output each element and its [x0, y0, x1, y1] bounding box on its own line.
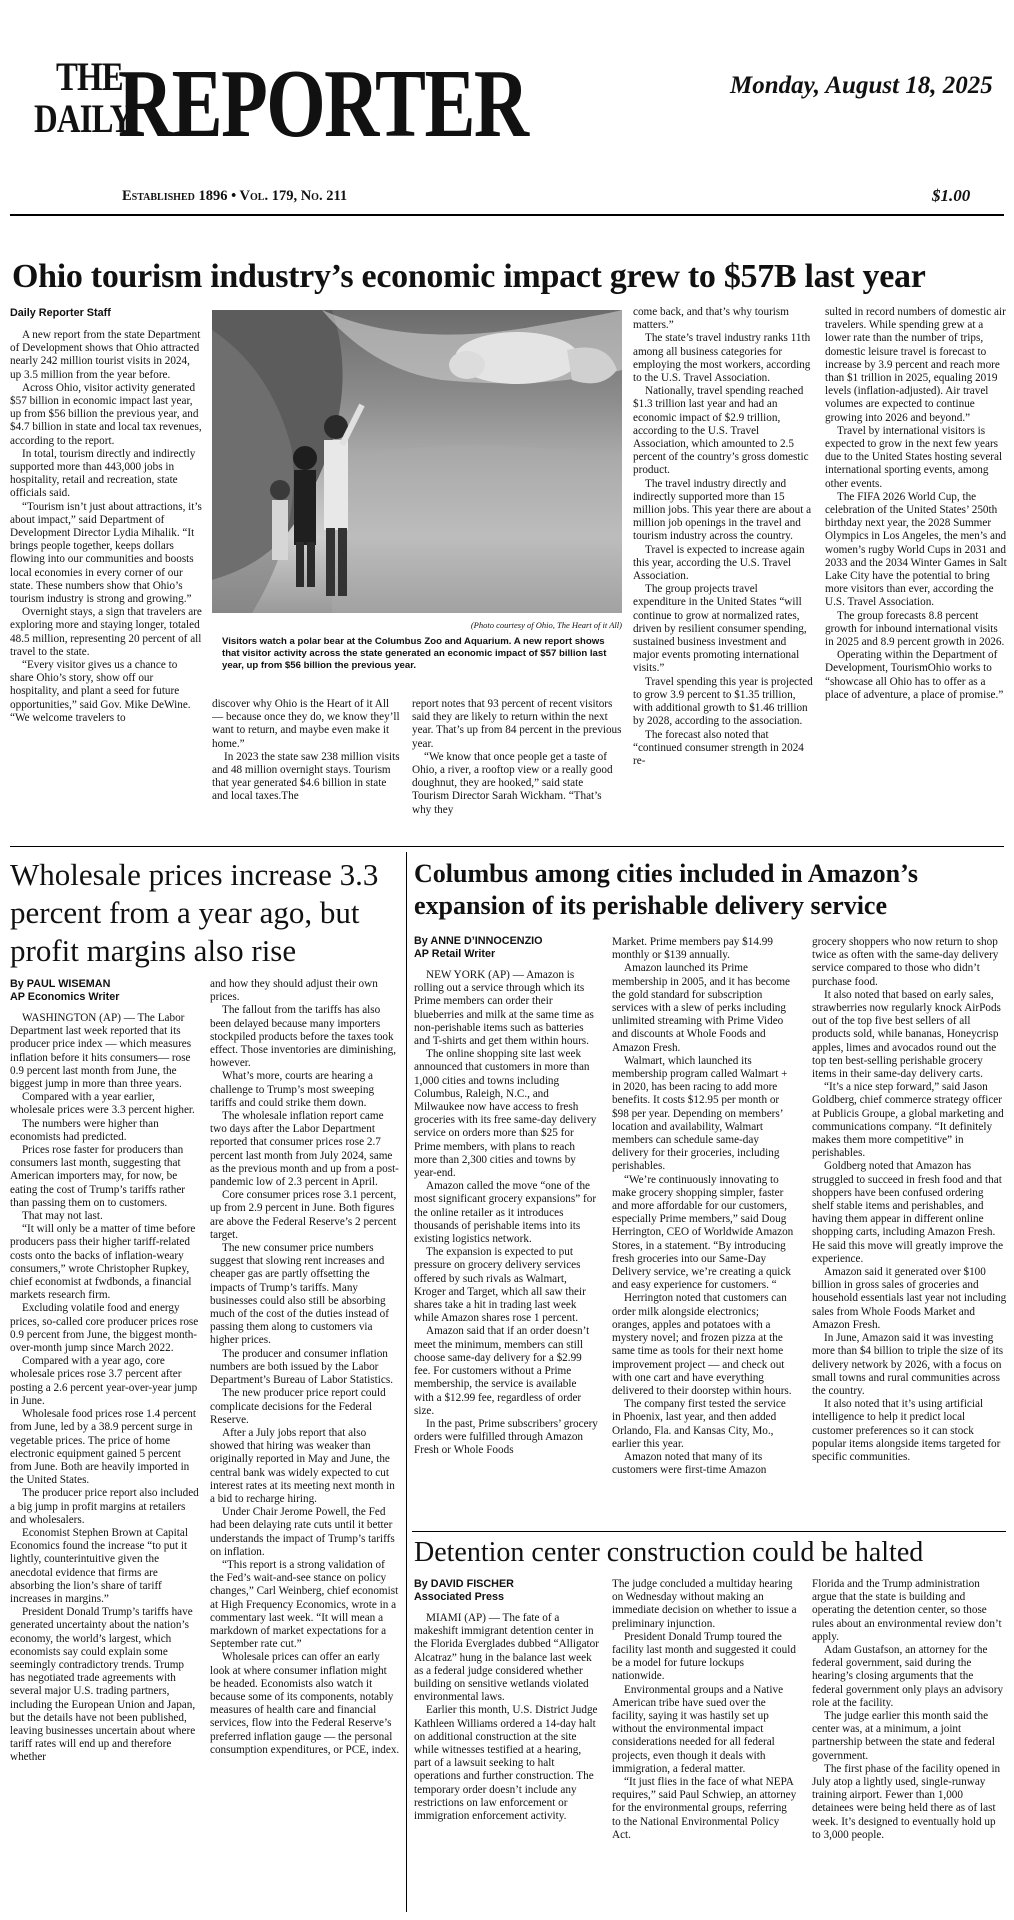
paragraph: The group projects travel expenditure in the United States “will continue to grow at normalized rates, driven by resilient consumer spending, sustained business investment and major events promoting international visits.” — [633, 583, 807, 675]
paragraph: Under Chair Jerome Powell, the Fed had been delaying rate cuts until it better understands the impact of Trump’s tariffs on inflation. — [210, 1506, 395, 1558]
section-rule — [10, 846, 1004, 847]
paragraph: WASHINGTON (AP) — The Labor Department last week reported that its producer price index — which measures inflation before it hits consumers— rose 0.9 percent last month from June, the biggest jump in more than three years. — [10, 1012, 192, 1091]
wholesale-col-1 — [10, 978, 200, 1912]
paragraph: After a July jobs report that also showed that hiring was weaker than originally reported in May and June, the central bank was widely expected to cut interest rates at its meeting next month in a bid to recharge hiring. — [210, 1426, 395, 1505]
paragraph: The producer price report also included a big jump in profit margins at retailers and wholesalers. — [10, 1487, 199, 1526]
paragraph: Nationally, travel spending reached $1.3 trillion last year and had an economic impact of $2.9 trillion, according to the U.S. Travel Association, which amounted to 2.5 percent of the country’s gross domestic product. — [633, 385, 809, 477]
paragraph: The judge earlier this month said the center was, at a minimum, a joint partnership between the state and federal government. — [812, 1710, 995, 1762]
paragraph: discover why Ohio is the Heart of it All — because once they do, we know they’ll want to return, and maybe even make it home.” — [212, 698, 400, 750]
paragraph: The new consumer price numbers suggest that slowing rent increases and cheaper gas are partly offsetting the impacts of Trump’s tariffs. Many businesses could also still be absorbing much of the cost of the duties instead of passing them along to customers via higher prices. — [210, 1242, 389, 1347]
paragraph: It also noted that it’s using artificial intelligence to help it predict local customer preferences so it can stock popular items alongside items targeted for specific communities. — [812, 1398, 1001, 1463]
paragraph: In total, tourism directly and indirectly supported more than 443,000 jobs in hospitality, retail and recreation, state officials said. — [10, 447, 196, 500]
paragraph: NEW YORK (AP) — Amazon is rolling out a service through which its Prime members can order their blueberries and milk at the same time as non-perishable items such as batteries and T-shirts and get them within hours. — [414, 969, 594, 1048]
detention-byline-title: Associated Press — [414, 1591, 505, 1603]
paragraph: Wholesale food prices rose 1.4 percent from June, led by a 38.9 percent surge in vegetable prices. The price of home electronic equipment gained 5 percent from June. Both are heavily imported in the United States. — [10, 1408, 196, 1487]
paragraph: The judge concluded a multiday hearing on Wednesday without making an immediate decision on whether to issue a preliminary injunction. — [612, 1578, 797, 1630]
paragraph: Overnight stays, a sign that travelers are exploring more and staying longer, totaled 48.5 million, representing 20 percent of all travel to the state. — [10, 606, 202, 658]
paragraph: The travel industry directly and indirectly supported more than 15 million jobs. This year there are about a million job openings in the travel and tourism industry across the country. — [633, 477, 812, 543]
paragraph: Economist Stephen Brown at Capital Economics found the increase “to put it lightly, counterintuitive given the anecdotal evidence that firms are absorbing the lion’s share of tariff increases in margins.” — [10, 1526, 188, 1605]
paragraph: Amazon launched its Prime membership in 2005, and it has become the gold standard for subscription services with a slew of perks including unlimited streaming with Prime Video and discounts at Whole Foods and Amazon Fresh. — [612, 962, 791, 1054]
detention-col-3 — [812, 1578, 1007, 1912]
amazon-headline: Columbus among cities included in Amazon’s expansion of its perishable delivery service — [414, 859, 918, 920]
wholesale-byline: By PAUL WISEMAN — [10, 978, 111, 990]
amazon-col-3 — [812, 936, 1007, 1525]
detention-col-2 — [612, 1578, 797, 1912]
paragraph: Market. Prime members pay $14.99 monthly or $139 annually. — [612, 936, 773, 962]
column-rule — [406, 852, 407, 1912]
lead-col-2 — [212, 698, 402, 828]
paragraph: Earlier this month, U.S. District Judge Kathleen Williams ordered a 14-day halt on additional construction at the site while witnesses testified at a hearing, part of a lawsuit seeking to halt operations and further construction. The temporary order doesn’t include any restrictions on law enforcement or immigration enforcement activity. — [414, 1704, 598, 1823]
paragraph: “We know that once people get a taste of Ohio, a river, a rooftop view or a really good doughnut, they are hooked,” said state Tourism Director Sarah Wickham. “That’s why they — [412, 750, 613, 816]
amazon-col-2 — [612, 936, 797, 1525]
lead-byline: Daily Reporter Staff — [10, 307, 111, 319]
paragraph: Walmart, which launched its membership program called Walmart + in 2020, has been racing to add more benefits. It costs $12.95 per month or $98 per year. Depending on members’ location and availability, Walmart members can schedule same-day delivery for their groceries, including perishables. — [612, 1054, 788, 1173]
paragraph: The producer and consumer inflation numbers are both issued by the Labor Department’s Bureau of Labor Statistics. — [210, 1347, 393, 1387]
amazon-byline-title: AP Retail Writer — [414, 948, 496, 960]
paragraph: Amazon said that if an order doesn’t meet the minimum, members can still choose same-day delivery for a $2.99 fee. For customers without a Prime membership, the service is available with a $12.99 fee, regardless of order size. — [414, 1325, 590, 1417]
paragraph: grocery shoppers who now return to shop twice as often with the same-day delivery service compared to those who didn’t purchase food. — [812, 936, 999, 988]
lead-col-3a — [412, 698, 622, 828]
paragraph: Wholesale prices can offer an early look at where consumer inflation might be headed. Economists also watch it because some of its components, notably measures of health care and financial services, flow into the Federal Reserve’s preferred inflation gauge — the personal consumption expenditures, or PCE, index. — [210, 1651, 400, 1756]
paragraph: Herrington noted that customers can order milk alongside electronics; oranges, apples and potatoes with a mystery novel; and frozen pizza at the same time as tools for their next home improvement project — and check out with one cart and have everything delivered to their doorstep within hours. — [612, 1292, 792, 1397]
paragraph: Across Ohio, visitor activity generated $57 billion in economic impact last year, up from $56 billion the previous year, and $4.7 billion in state and local tax revenues, according to the report. — [10, 381, 202, 447]
paragraph: “This report is a strong validation of the Fed’s wait-and-see stance on policy changes,” Carl Weinberg, chief economist at High Frequency Economics, wrote in a commentary last week. “It will mean a markdown of market expectations for a September rate cut.” — [210, 1558, 399, 1651]
paragraph: That may not last. — [22, 1210, 103, 1223]
paragraph: “It will only be a matter of time before producers pass their higher tariff-related costs onto the backs of inflation-weary consumers,” wrote Christopher Rupkey, chief economist at fwdbonds, a financial markets research firm. — [10, 1223, 196, 1302]
paragraph: The fallout from the tariffs has also been delayed because many importers stockpiled products before the taxes took effect. Those inventories are diminishing, however. — [210, 1004, 396, 1070]
paragraph: In the past, Prime subscribers’ grocery orders were fulfilled through Amazon Fresh or Whole Foods — [414, 1417, 598, 1457]
paragraph: MIAMI (AP) — The fate of a makeshift immigrant detention center in the Florida Everglades dubbed “Alligator Alcatraz” hung in the balance last week as a federal judge considered whether building on sensitive wetlands violated environmental laws. — [414, 1612, 599, 1704]
paragraph: Core consumer prices rose 3.1 percent, up from 2.9 percent in June. Both figures are above the Federal Reserve’s 2 percent target. — [210, 1189, 397, 1241]
section-rule — [412, 1531, 1006, 1532]
paragraph: Environmental groups and a Native American tribe have sued over the facility, saying it was hastily set up without the environmental impact considerations needed for all federal projects, even though it deals with immigration, a federal matter. — [612, 1683, 784, 1775]
paragraph: The company first tested the service in Phoenix, last year, and then added Orlando, Fla. and Kansas City, Mo., earlier this year. — [612, 1398, 786, 1450]
paragraph: Excluding volatile food and energy prices, so-called core producer prices rose 0.9 percent from June, the biggest month-over-month jump since March 2022. — [10, 1302, 199, 1355]
established-line: Established 1896 • Vol. 179, No. 211 — [122, 188, 348, 204]
paragraph: Amazon noted that many of its customers were first-time Amazon — [612, 1450, 767, 1477]
paragraph: Travel is expected to increase again this year, according the U.S. Travel Association. — [633, 543, 805, 583]
wholesale-byline-title: AP Economics Writer — [10, 991, 120, 1003]
lead-headline: Ohio tourism industry’s economic impact grew to $57B last year — [12, 258, 926, 295]
paragraph: Compared with a year earlier, wholesale prices were 3.3 percent higher. — [10, 1091, 195, 1117]
paragraph: come back, and that’s why tourism matters.” — [633, 306, 789, 332]
masthead-daily: DAILY — [34, 96, 133, 141]
wholesale-col-2 — [210, 978, 400, 1912]
lead-col-4 — [825, 306, 1007, 828]
paragraph: sulted in record numbers of domestic air travelers. While spending grew at a lower rate than the number of trips, domestic leisure travel is forecast to increase by 3.9 percent and reach more than $1 trillion in 2025, equaling 2019 levels (inflation-adjusted). Air travel volumes are expected to continue growing into 2026 and beyond.” — [825, 306, 1006, 424]
paragraph: Compared with a year ago, core wholesale prices rose 3.7 percent after posting a 2.6 percent year-over-year jump in June. — [10, 1355, 198, 1407]
lead-col-3b — [633, 306, 813, 828]
photo-caption: Visitors watch a polar bear at the Columbus Zoo and Aquarium. A new report shows that visitor activity across the state generated an economic impact of $57 billion last year, up from $56 billion the previous year. — [222, 636, 607, 672]
paragraph: Florida and the Trump administration argue that the state is building and operating the detention center, so those rules about an environmental review don’t apply. — [812, 1578, 1002, 1643]
masthead-the: THE — [56, 54, 123, 99]
issue-date: Monday, August 18, 2025 — [730, 72, 993, 99]
paragraph: Travel by international visitors is expected to grow in the next few years due to the United States hosting several international sporting events, among other events. — [825, 424, 1003, 490]
paragraph: The forecast also noted that “continued consumer strength in 2024 re- — [633, 728, 804, 767]
paragraph: President Donald Trump’s tariffs have generated uncertainty about the nation’s economy, the world’s largest, which economists say could explain some seemingly contradictory trends. Trump has negotiated trade agreements with several major U.S. trading partners, including the European Union and Japan, but the details have not been published, leaving businesses uncertain about where tariff rates will end up and therefore whether — [10, 1606, 196, 1764]
masthead-rule — [10, 214, 1004, 216]
paragraph: The wholesale inflation report came two days after the Labor Department reported that consumer prices rose 2.7 percent last month from July 2024, same as the previous month and up from a post-pandemic low of 2.3 percent in April. — [210, 1110, 399, 1189]
paragraph: Prices rose faster for producers than consumers last month, suggesting that American importers may, for now, be eating the cost of Trump’s tariffs rather than passing them on to customers. — [10, 1144, 186, 1209]
paragraph: The FIFA 2026 World Cup, the celebration of the United States’ 250th birthday next year, the 2028 Summer Olympics in Los Angeles, the men’s and women’s rugby World Cups in 2031 and 2033 and the 2034 Winter Games in Salt Lake City have the potential to bring more visitors than ever, according the U.S. Travel Association. — [825, 490, 1007, 609]
paragraph: The numbers were higher than economists had predicted. — [10, 1117, 159, 1143]
paragraph: Travel spending this year is projected to grow 3.9 percent to $1.35 trillion, with additional growth to $1.46 trillion by 2028, according to the association. — [633, 675, 813, 728]
lead-col-1 — [10, 307, 203, 827]
photo-credit: (Photo courtesy of Ohio, The Heart of it All) — [470, 620, 622, 630]
detention-headline: Detention center construction could be halted — [414, 1537, 924, 1568]
masthead — [0, 0, 1014, 215]
paragraph: “Tourism isn’t just about attractions, it’s about impact,” said Department of Development Director Lydia Mihalik. “It brings people together, keeps dollars flowing into our communities and boosts local economies in every corner of our state. These numbers show that Ohio’s tourism industry is strong and growing.” — [10, 500, 202, 606]
lead-photo — [212, 310, 622, 613]
paragraph: The state’s travel industry ranks 11th among all business categories for employing the most workers, according to the U.S. Travel Association. — [633, 332, 811, 385]
paragraph: The group forecasts 8.8 percent growth for inbound international visits in 2025 and 8.9 percent growth in 2026. — [825, 609, 1005, 649]
paragraph: Amazon said it generated over $100 billion in gross sales of groceries and household essentials last year not including sales from Whole Foods Market and Amazon Fresh. — [812, 1266, 1007, 1331]
paragraph: and how they should adjust their own prices. — [210, 978, 378, 1004]
paragraph: Operating within the Department of Development, TourismOhio works to “showcase all Ohio has to offer as a place of adventure, a place of promise.” — [825, 649, 1004, 701]
paragraph: The expansion is expected to put pressure on grocery delivery services offered by such rivals as Walmart, Kroger and Target, which all saw their shares take a hit in trading last week while Amazon shares rose 1 percent. — [414, 1246, 586, 1325]
paragraph: “We’re continuously innovating to make grocery shopping simpler, faster and more affordable for our customers, especially Prime members,” said Doug Herrington, CEO of Worldwide Amazon Stores, in a statement. “By introducing fresh groceries into our Same-Day Delivery service, we’re creating a quick and easy experience for customers. “ — [612, 1173, 794, 1292]
polar-bear-exhibit-image — [212, 310, 622, 613]
paragraph: “It’s a nice step forward,” said Jason Goldberg, chief commerce strategy officer at Publicis Groupe, a global marketing and communications company. “It definitely makes them more competitive” in perishables. — [812, 1081, 1004, 1160]
paragraph: In 2023 the state saw 238 million visits and 48 million overnight stays. Tourism that year generated $4.6 billion in state and local taxes.The — [212, 750, 400, 803]
paragraph: Goldberg noted that Amazon has struggled to succeed in fresh food and that shoppers have been confused ordering shelf stable items and perishables, and having them appear in different online shopping carts, including Amazon Fresh. He said this move will greatly improve the experience. — [812, 1160, 1004, 1265]
detention-col-1 — [414, 1578, 599, 1912]
paragraph: The online shopping site last week announced that customers in more than 1,000 cities and towns including Columbus, Raleigh, N.C., and Milwaukee now have access to fresh groceries with its free same-day delivery service on orders more than $25 for Prime members, with plans to reach more than 2,300 cities and towns by year-end. — [414, 1048, 597, 1180]
paragraph: “Every visitor gives us a chance to share Ohio’s story, show off our hospitality, and plant a seed for future opportunities,” said Gov. Mike DeWine. “We welcome travelers to — [10, 659, 191, 724]
paragraph: It also noted that based on early sales, strawberries now regularly knock AirPods out of the top five best sellers of all products sold, while bananas, Honeycrisp apples, limes and avocados round out the top ten best-selling perishable grocery items in their same-day delivery carts. — [812, 988, 1001, 1081]
paragraph: A new report from the state Department of Development shows that Ohio attracted nearly 242 million tourist visits in 2024, up 3.5 million from the year before. — [10, 329, 201, 381]
amazon-col-1 — [414, 935, 599, 1525]
masthead-reporter: REPORTER — [118, 50, 528, 158]
paragraph: Amazon called the move “one of the most significant grocery expansions” for the online retailer as it introduces thousands of perishable items into its existing logistics network. — [414, 1180, 597, 1246]
paragraph: In June, Amazon said it was investing more than $4 billion to triple the size of its delivery network by 2026, with a focus on small towns and rural communities across the country. — [812, 1332, 1004, 1397]
paragraph: The new producer price report could complicate decisions for the Federal Reserve. — [210, 1387, 386, 1426]
paragraph: report notes that 93 percent of recent visitors said they are likely to return within the next year. That’s up from 84 percent in the previous year. — [412, 698, 622, 750]
paragraph: What’s more, courts are hearing a challenge to Trump’s most sweeping tariffs and could strike them down. — [210, 1070, 375, 1109]
detention-byline: By DAVID FISCHER — [414, 1578, 514, 1590]
issue-price: $1.00 — [932, 186, 971, 205]
amazon-byline: By ANNE D’INNOCENZIO — [414, 935, 543, 947]
wholesale-headline: Wholesale prices increase 3.3 percent from a year ago, but profit margins also rise — [10, 857, 379, 968]
paragraph: President Donald Trump toured the facility last month and suggested it could be a model for future lockups nationwide. — [612, 1630, 796, 1683]
paragraph: “It just flies in the face of what NEPA requires,” said Paul Schwiep, an attorney for the environmental groups, referring to the National Environmental Policy Act. — [612, 1776, 797, 1841]
paragraph: Adam Gustafson, an attorney for the federal government, said during the hearing’s closing arguments that the federal government only plays an advisory role at the facility. — [812, 1644, 1004, 1709]
paragraph: The first phase of the facility opened in July atop a lightly used, single-runway training airport. Fewer than 1,000 detainees were being held there as of last week. It’s designed to eventually hold up to 3,000 people. — [812, 1762, 1001, 1841]
